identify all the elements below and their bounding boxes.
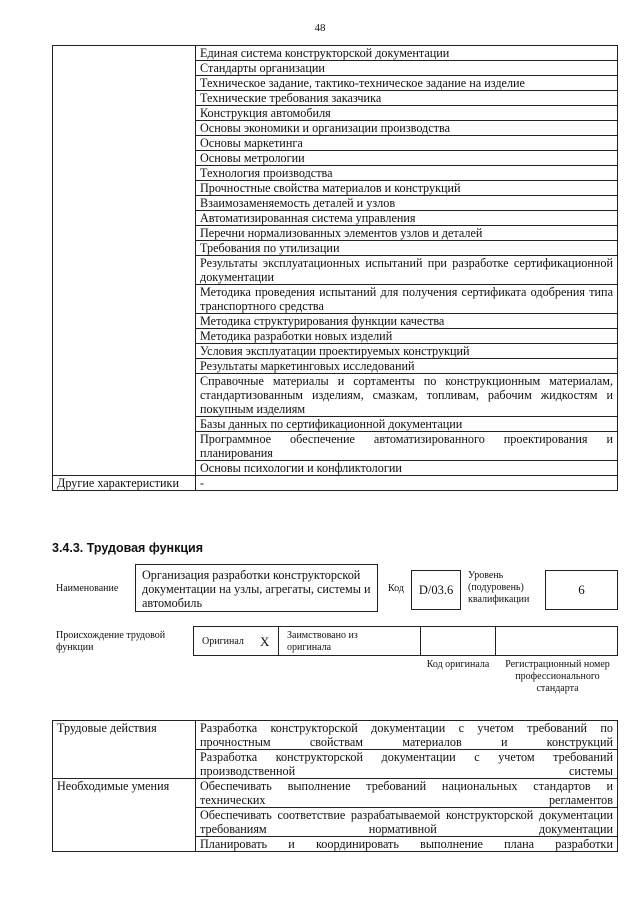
skills-item: Обеспечивать выполнение требований национальных стандартов и технических регламентов: [196, 779, 618, 808]
code-label: Код: [388, 583, 404, 594]
knowledge-item: Методика структурирования функции качества: [196, 314, 618, 329]
original-code-cell: [420, 626, 496, 656]
labor-actions-row: [53, 721, 618, 750]
level-box: [545, 570, 618, 610]
knowledge-item: Базы данных по сертификационной документации: [196, 417, 618, 432]
knowledge-item: Методика разработки новых изделий: [196, 329, 618, 344]
labor-actions-item: Разработка конструкторской документации с учетом требований по прочностным свойствам материалов и конструкций: [196, 721, 618, 750]
borrowed-cell: [278, 626, 421, 656]
knowledge-item: Конструкция автомобиля: [196, 106, 618, 121]
knowledge-item: Условия эксплуатации проектируемых конструкций: [196, 344, 618, 359]
knowledge-item: Справочные материалы и сортаменты по конструкционным материалам, стандартизованным изделиям, смазкам, топливам, рабочим жидкостям и покупным изделиям: [196, 374, 618, 417]
knowledge-item: Взаимозаменяемость деталей и узлов: [196, 196, 618, 211]
knowledge-item: Стандарты организации: [196, 61, 618, 76]
section-title: 3.4.3. Трудовая функция: [52, 541, 204, 555]
borrowed-label: Заимствовано из оригинала: [287, 630, 358, 653]
original-label: Оригинал: [202, 636, 244, 647]
registration-caption: Регистрационный номер профессионального стандарта: [505, 659, 610, 694]
knowledge-item: Автоматизированная система управления: [196, 211, 618, 226]
knowledge-table: [52, 45, 618, 491]
knowledge-item: Прочностные свойства материалов и конструкций: [196, 181, 618, 196]
function-code-box: [411, 570, 461, 610]
knowledge-item: Основы маркетинга: [196, 136, 618, 151]
knowledge-item: Техническое задание, тактико-техническое задание на изделие: [196, 76, 618, 91]
skills-item: Планировать и координировать выполнение плана разработки: [196, 837, 618, 852]
skills-item: Обеспечивать соответствие разрабатываемой конструкторской документации требованиям нормативной документации: [196, 808, 618, 837]
knowledge-item: Программное обеспечение автоматизированного проектирования и планирования: [196, 432, 618, 461]
knowledge-item: Требования по утилизации: [196, 241, 618, 256]
function-code: D/03.6: [418, 583, 454, 597]
knowledge-item: Методика проведения испытаний для получения сертификата одобрения типа транспортного средства: [196, 285, 618, 314]
name-label: Наименование: [56, 583, 119, 594]
function-name: Организация разработки конструкторской документации на узлы, агрегаты, системы и автомобиль: [142, 568, 371, 610]
knowledge-item: Основы экономики и организации производства: [196, 121, 618, 136]
original-code-caption: Код оригинала: [426, 659, 490, 670]
level-label: Уровень (подуровень) квалификации: [468, 570, 530, 605]
function-name-box: [135, 564, 378, 612]
other-characteristics-label: Другие характеристики: [53, 476, 196, 491]
knowledge-row: [53, 46, 618, 61]
knowledge-item: Результаты эксплуатационных испытаний при разработке сертификационной документации: [196, 256, 618, 285]
original-cell: [193, 626, 279, 656]
skills-row: [53, 779, 618, 808]
registration-number-cell: [495, 626, 618, 656]
labor-actions-item: Разработка конструкторской документации с учетом требований производственной системы: [196, 750, 618, 779]
labor-actions-label: Трудовые действия: [53, 721, 196, 779]
level-value: 6: [578, 582, 585, 597]
knowledge-item: Основы метрологии: [196, 151, 618, 166]
knowledge-left-cell: [53, 46, 196, 476]
origin-label: Происхождение трудовой функции: [56, 630, 166, 653]
knowledge-item: Единая система конструкторской документации: [196, 46, 618, 61]
knowledge-item: Перечни нормализованных элементов узлов и деталей: [196, 226, 618, 241]
actions-table: [52, 720, 618, 852]
page-number: 48: [314, 22, 326, 34]
original-mark: X: [260, 634, 270, 649]
knowledge-item: Технические требования заказчика: [196, 91, 618, 106]
knowledge-item: Результаты маркетинговых исследований: [196, 359, 618, 374]
other-characteristics-row: [53, 476, 618, 491]
knowledge-item: Основы психологии и конфликтологии: [196, 461, 618, 476]
knowledge-item: Технология производства: [196, 166, 618, 181]
other-characteristics-value: -: [196, 476, 618, 491]
skills-label: Необходимые умения: [53, 779, 196, 852]
